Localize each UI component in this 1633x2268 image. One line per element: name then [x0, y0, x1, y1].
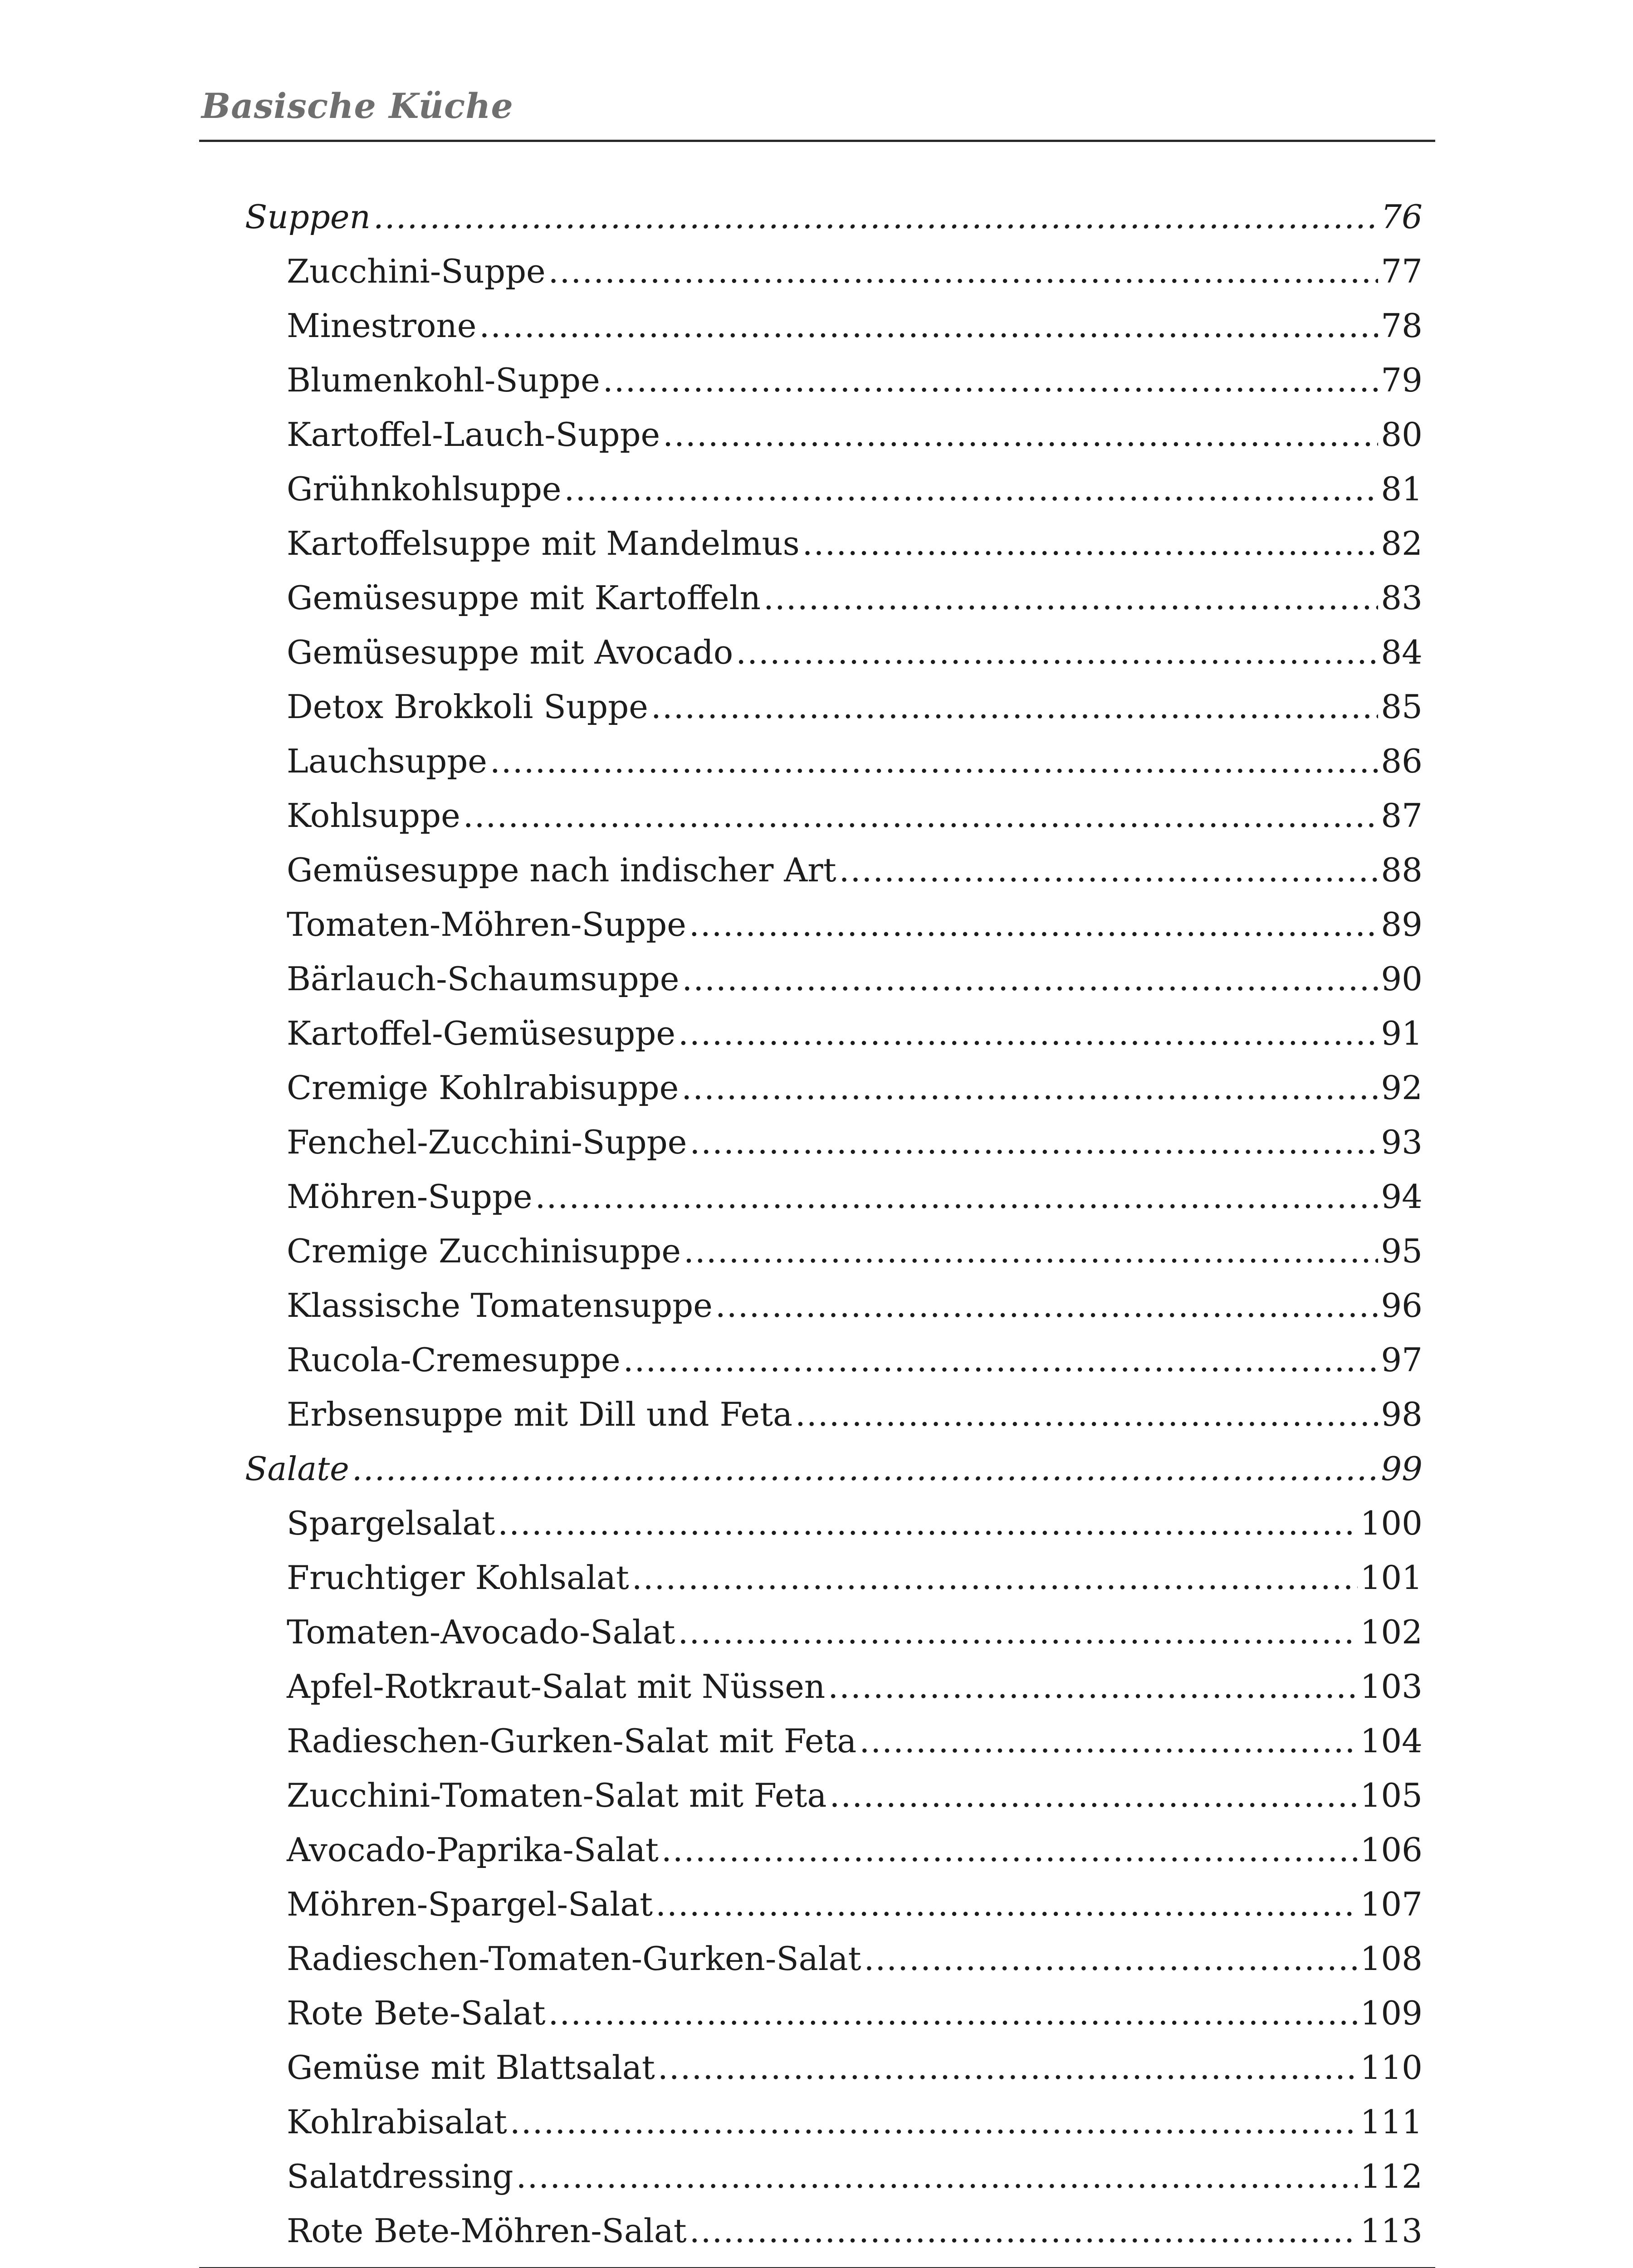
toc-entry-title: Klassische Tomatensuppe: [287, 1286, 713, 1325]
toc-entry-page-number: 80: [1381, 415, 1423, 454]
dot-leader: [864, 1931, 1358, 1986]
toc-entry-title: Rote Bete-Möhren-Salat: [287, 2212, 687, 2250]
dot-leader: [463, 788, 1379, 843]
dot-leader: [678, 1605, 1357, 1659]
toc-entry-title: Kartoffel-Lauch-Suppe: [287, 415, 660, 454]
header-rule: [199, 140, 1435, 142]
toc-entry-title: Fenchel-Zucchini-Suppe: [287, 1123, 687, 1161]
toc-entry-page-number: 89: [1381, 905, 1423, 943]
dot-leader: [490, 734, 1378, 788]
toc-entry: [245, 407, 1423, 462]
toc-entry-page-number: 110: [1360, 2048, 1423, 2087]
toc-entry: [245, 952, 1423, 1006]
toc-entry-title: Rote Bete-Salat: [287, 1994, 546, 2032]
toc-entry: [245, 244, 1423, 298]
toc-entry: [245, 679, 1423, 734]
dot-leader: [510, 2095, 1358, 2149]
dot-leader: [736, 625, 1378, 679]
dot-leader: [516, 2149, 1358, 2204]
toc-entry: [245, 843, 1423, 897]
toc-section-entry: [245, 190, 1423, 244]
toc-entry-title: Cremige Zucchinisuppe: [287, 1232, 681, 1270]
toc-entry: [245, 1169, 1423, 1224]
toc-entry-page-number: 100: [1360, 1504, 1423, 1542]
toc-entry-title: Salate: [245, 1450, 349, 1488]
toc-entry-page-number: 113: [1360, 2212, 1423, 2250]
dot-leader: [828, 1659, 1357, 1714]
toc-entry-page-number: 84: [1381, 633, 1423, 671]
dot-leader: [829, 1768, 1357, 1823]
toc-entry-title: Apfel-Rotkraut-Salat mit Nüssen: [287, 1667, 826, 1706]
toc-entry: [245, 2095, 1423, 2149]
dot-leader: [535, 1169, 1379, 1224]
dot-leader: [632, 1550, 1358, 1605]
dot-leader: [689, 2204, 1358, 2258]
dot-leader: [564, 462, 1379, 516]
dot-leader: [802, 516, 1379, 571]
dot-leader: [498, 1496, 1357, 1550]
toc-entry-title: Möhren-Suppe: [287, 1178, 533, 1216]
toc-entry-page-number: 103: [1360, 1667, 1423, 1706]
toc-entry: [245, 1714, 1423, 1768]
toc-entry-page-number: 104: [1360, 1722, 1423, 1760]
toc-entry-page-number: 105: [1360, 1776, 1423, 1814]
toc-entry: [245, 1768, 1423, 1823]
toc-entry: [245, 462, 1423, 516]
toc-entry-page-number: 106: [1360, 1831, 1423, 1869]
dot-leader: [678, 1006, 1378, 1061]
toc-entry: [245, 897, 1423, 952]
toc-entry-page-number: 96: [1381, 1286, 1423, 1325]
toc-entry-title: Gemüsesuppe nach indischer Art: [287, 851, 836, 889]
dot-leader: [548, 1986, 1358, 2040]
toc-entry-title: Detox Brokkoli Suppe: [287, 688, 648, 726]
toc-entry: [245, 1550, 1423, 1605]
dot-leader: [655, 1877, 1357, 1931]
toc-entry: [245, 353, 1423, 407]
dot-leader: [352, 1442, 1379, 1496]
toc-entry: [245, 298, 1423, 353]
toc-entry-page-number: 88: [1381, 851, 1423, 889]
toc-entry-title: Cremige Kohlrabisuppe: [287, 1069, 679, 1107]
toc-entry-page-number: 98: [1381, 1395, 1423, 1433]
toc-entry-title: Grühnkohlsuppe: [287, 470, 562, 508]
toc-entry-title: Avocado-Paprika-Salat: [287, 1831, 659, 1869]
dot-leader: [623, 1333, 1379, 1387]
toc-entry-title: Tomaten-Avocado-Salat: [287, 1613, 675, 1651]
toc-entry-page-number: 78: [1381, 307, 1423, 345]
toc-entry-title: Lauchsuppe: [287, 742, 487, 780]
toc-entry-title: Spargelsalat: [287, 1504, 495, 1542]
toc-entry: [245, 1605, 1423, 1659]
toc-entry-page-number: 83: [1381, 579, 1423, 617]
toc-section-entry: [245, 1442, 1423, 1496]
toc-entry-title: Kohlrabisalat: [287, 2103, 507, 2141]
toc-entry-title: Möhren-Spargel-Salat: [287, 1885, 653, 1923]
toc-entry-page-number: 76: [1381, 198, 1423, 236]
toc-entry-title: Suppen: [245, 198, 371, 236]
toc-entry: [245, 2040, 1423, 2095]
toc-entry-page-number: 102: [1360, 1613, 1423, 1651]
dot-leader: [715, 1278, 1379, 1333]
toc-entry: [245, 1931, 1423, 1986]
toc-entry: [245, 1823, 1423, 1877]
toc-entry-title: Kartoffel-Gemüsesuppe: [287, 1014, 675, 1052]
toc-entry-title: Blumenkohl-Suppe: [287, 361, 600, 399]
toc-entry-title: Tomaten-Möhren-Suppe: [287, 905, 686, 943]
dot-leader: [681, 1061, 1378, 1115]
dot-leader: [603, 353, 1379, 407]
toc-entry-page-number: 94: [1381, 1178, 1423, 1216]
toc-entry: [245, 1877, 1423, 1931]
toc-entry-page-number: 95: [1381, 1232, 1423, 1270]
toc-entry: [245, 516, 1423, 571]
toc-entry: [245, 1333, 1423, 1387]
toc-entry-page-number: 81: [1381, 470, 1423, 508]
dot-leader: [651, 679, 1379, 734]
dot-leader: [663, 407, 1378, 462]
toc-entry-title: Fruchtiger Kohlsalat: [287, 1559, 629, 1597]
toc-entry-page-number: 97: [1381, 1341, 1423, 1379]
dot-leader: [684, 1224, 1378, 1278]
toc-entry-page-number: 108: [1360, 1940, 1423, 1978]
dot-leader: [548, 244, 1379, 298]
toc-entry: [245, 1061, 1423, 1115]
toc-entry: [245, 1115, 1423, 1169]
toc-entry-page-number: 101: [1360, 1559, 1423, 1597]
dot-leader: [689, 897, 1379, 952]
toc-entry: [245, 2204, 1423, 2258]
toc-entry: [245, 1986, 1423, 2040]
toc-entry-title: Salatdressing: [287, 2157, 513, 2195]
toc-entry-title: Kohlsuppe: [287, 797, 460, 835]
toc-entry: [245, 1224, 1423, 1278]
dot-leader: [479, 298, 1378, 353]
dot-leader: [795, 1387, 1378, 1442]
toc-entry: [245, 625, 1423, 679]
toc-entry: [245, 1387, 1423, 1442]
toc-entry-title: Erbsensuppe mit Dill und Feta: [287, 1395, 793, 1433]
dot-leader: [763, 571, 1378, 625]
toc-entry: [245, 734, 1423, 788]
toc-entry-title: Zucchini-Suppe: [287, 252, 546, 290]
running-head: Basische Küche: [201, 86, 513, 126]
toc-entry-title: Kartoffelsuppe mit Mandelmus: [287, 524, 800, 562]
toc-entry-page-number: 90: [1381, 960, 1423, 998]
dot-leader: [373, 190, 1379, 244]
toc-entry-title: Bärlauch-Schaumsuppe: [287, 960, 680, 998]
toc-entry-page-number: 107: [1360, 1885, 1423, 1923]
toc-entry-page-number: 92: [1381, 1069, 1423, 1107]
toc-entry-page-number: 85: [1381, 688, 1423, 726]
dot-leader: [682, 952, 1378, 1006]
toc-entry-page-number: 91: [1381, 1014, 1423, 1052]
toc-entry: [245, 1496, 1423, 1550]
toc-entry: [245, 2149, 1423, 2204]
toc-entry-page-number: 111: [1360, 2103, 1423, 2141]
dot-leader: [689, 1115, 1378, 1169]
toc-entry: [245, 1659, 1423, 1714]
toc-entry: [245, 1278, 1423, 1333]
toc-entry-page-number: 112: [1360, 2157, 1423, 2195]
toc-entry: [245, 1006, 1423, 1061]
toc-entry-title: Gemüsesuppe mit Kartoffeln: [287, 579, 761, 617]
dot-leader: [839, 843, 1379, 897]
toc-entry-title: Gemüse mit Blattsalat: [287, 2048, 655, 2087]
toc-entry-title: Zucchini-Tomaten-Salat mit Feta: [287, 1776, 827, 1814]
toc-entry-page-number: 93: [1381, 1123, 1423, 1161]
toc-entry-page-number: 79: [1381, 361, 1423, 399]
toc-entry-page-number: 82: [1381, 524, 1423, 562]
table-of-contents: [245, 190, 1423, 2258]
dot-leader: [661, 1823, 1358, 1877]
toc-entry: [245, 571, 1423, 625]
toc-entry: [245, 788, 1423, 843]
toc-entry-page-number: 99: [1381, 1450, 1423, 1488]
toc-entry-title: Radieschen-Tomaten-Gurken-Salat: [287, 1940, 861, 1978]
dot-leader: [859, 1714, 1357, 1768]
toc-entry-title: Gemüsesuppe mit Avocado: [287, 633, 733, 671]
toc-entry-page-number: 86: [1381, 742, 1423, 780]
toc-entry-page-number: 109: [1360, 1994, 1423, 2032]
toc-entry-title: Radieschen-Gurken-Salat mit Feta: [287, 1722, 857, 1760]
toc-entry-title: Minestrone: [287, 307, 477, 345]
toc-entry-page-number: 87: [1381, 797, 1423, 835]
toc-entry-page-number: 77: [1381, 252, 1423, 290]
toc-entry-title: Rucola-Cremesuppe: [287, 1341, 621, 1379]
dot-leader: [658, 2040, 1358, 2095]
